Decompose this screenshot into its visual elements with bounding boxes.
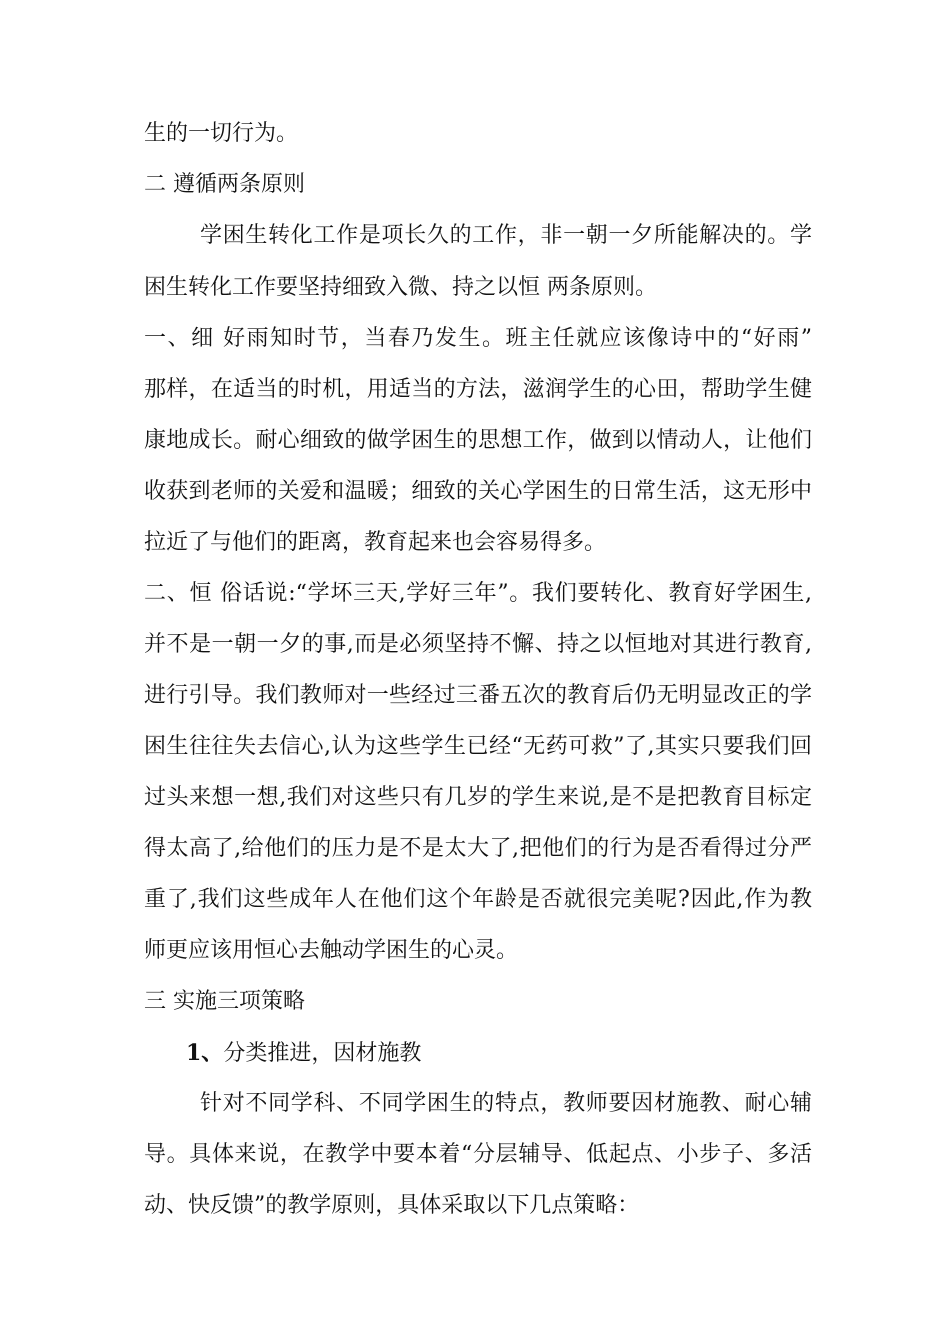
item-number: 1、: [186, 1040, 224, 1066]
text-line: 重了,我们这些成年人在他们这个年龄是否就很完美呢?因此,作为教: [144, 887, 812, 912]
text-line: 生的一切行为。: [144, 121, 299, 146]
text-line: 困生往往失去信心,认为这些学生已经“无药可救”了,其实只要我们回: [144, 734, 812, 759]
text-line: 收获到老师的关爱和温暖；细致的关心学困生的日常生活，这无形中: [144, 479, 812, 504]
text-line: 并不是一朝一夕的事,而是必须坚持不懈、持之以恒地对其进行教育,: [144, 632, 812, 657]
text-line: 针对不同学科、不同学困生的特点，教师要因材施教、耐心辅: [200, 1091, 812, 1116]
text-line: 过头来想一想,我们对这些只有几岁的学生来说,是不是把教育目标定: [144, 785, 812, 810]
text-line: 导。具体来说，在教学中要本着“分层辅导、低起点、小步子、多活: [144, 1142, 812, 1167]
text-line: 一、细 好雨知时节，当春乃发生。班主任就应该像诗中的“好雨”: [144, 326, 812, 351]
text-line: 师更应该用恒心去触动学困生的心灵。: [144, 938, 519, 963]
text-line: 那样，在适当的时机，用适当的方法，滋润学生的心田，帮助学生健: [144, 377, 812, 402]
subheading-text: 分类推进，因材施教: [223, 1041, 422, 1066]
text-line: 得太高了,给他们的压力是不是太大了,把他们的行为是否看得过分严: [144, 836, 812, 861]
section-heading-two: 二 遵循两条原则: [144, 172, 305, 197]
text-line: 拉近了与他们的距离，教育起来也会容易得多。: [144, 530, 607, 555]
text-line: 二、恒 俗话说:“学坏三天,学好三年”。我们要转化、教育好学困生,: [144, 581, 812, 606]
subheading-item-1: [186, 1033, 812, 1073]
text-line: 动、快反馈”的教学原则，具体采取以下几点策略：: [144, 1193, 640, 1218]
section-heading-three: 三 实施三项策略: [144, 989, 305, 1014]
text-line: 进行引导。我们教师对一些经过三番五次的教育后仍无明显改正的学: [144, 683, 812, 708]
text-line: 困生转化工作要坚持细致入微、持之以恒 两条原则。: [144, 275, 657, 300]
text-line: 康地成长。耐心细致的做学困生的思想工作，做到以情动人，让他们: [144, 428, 812, 453]
text-line: 学困生转化工作是项长久的工作，非一朝一夕所能解决的。学: [200, 223, 812, 248]
